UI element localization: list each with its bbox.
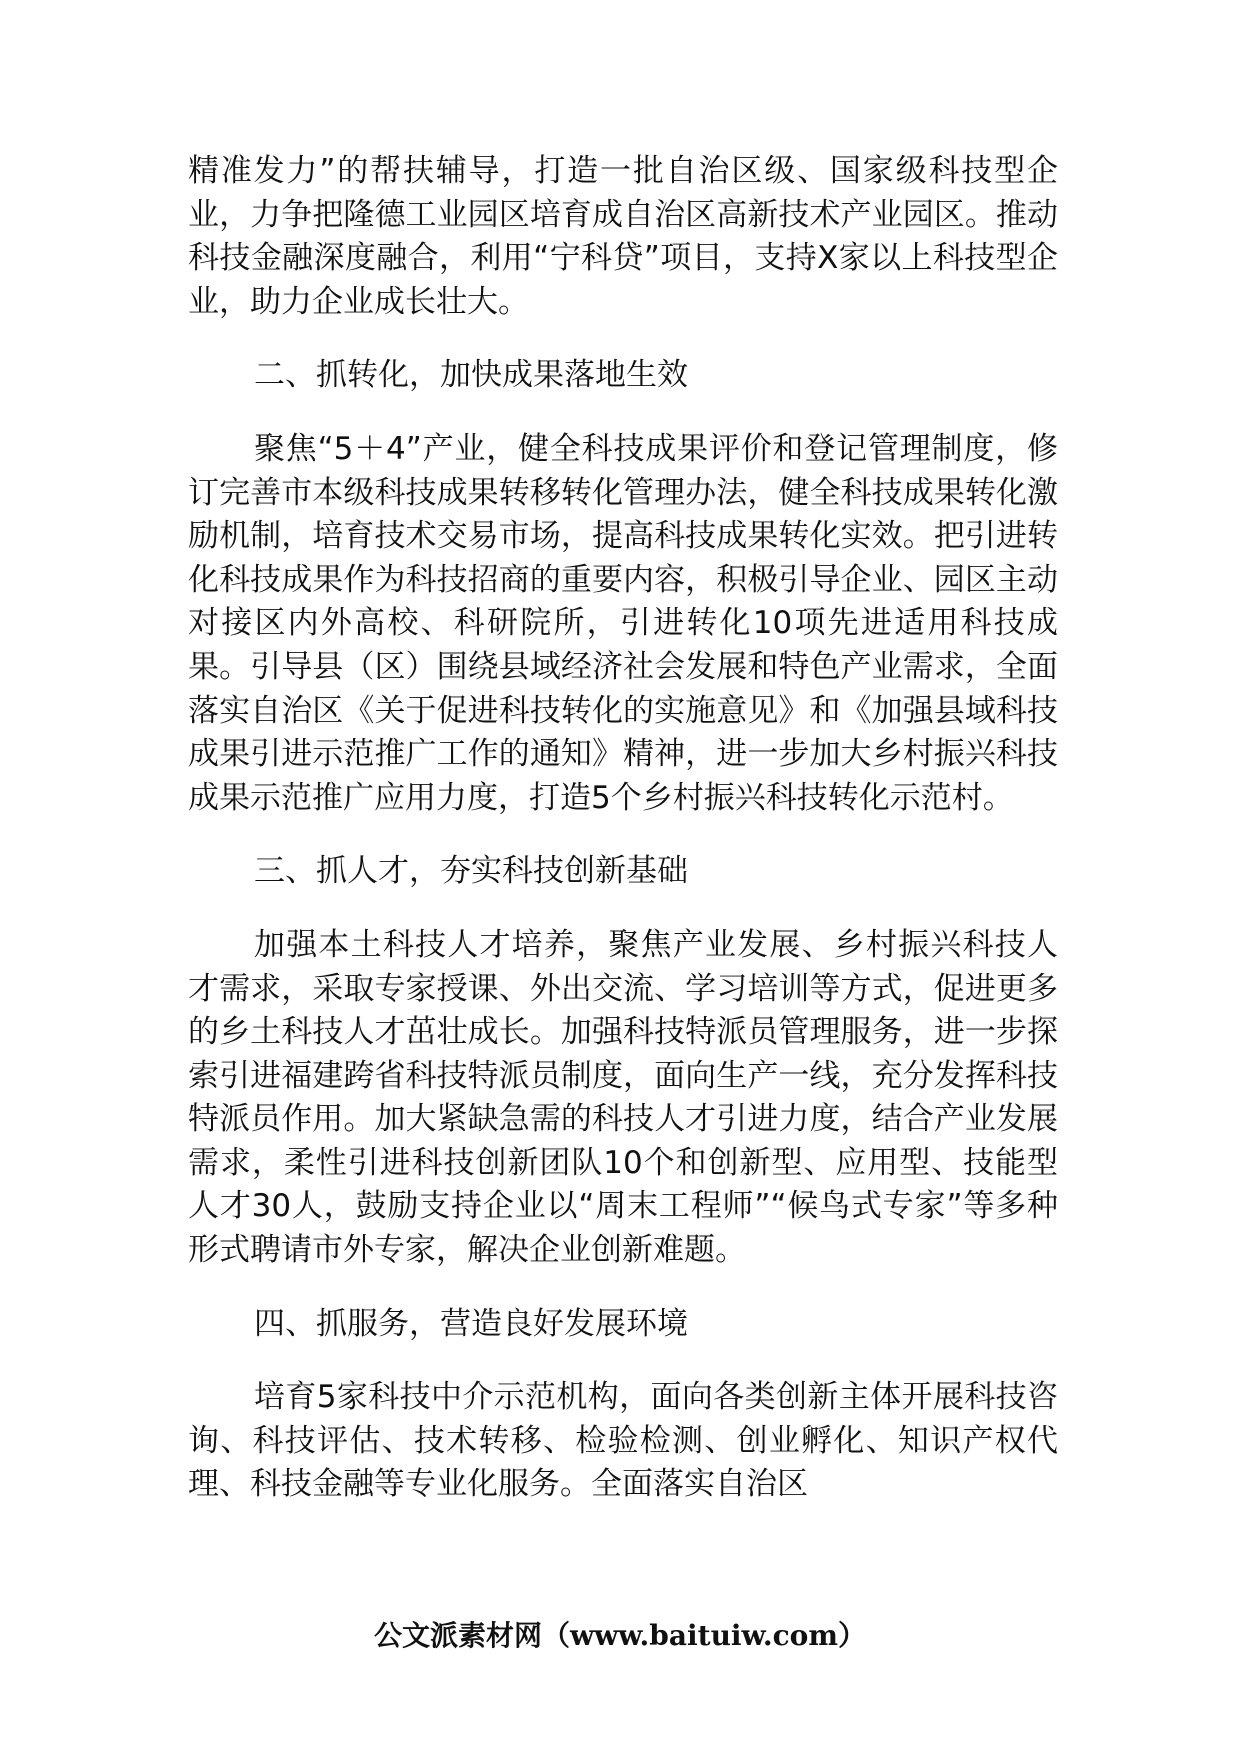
section-heading-2: 二、抓转化，加快成果落地生效 [254,357,688,394]
paragraph-talent: 加强本土科技人才培养，聚焦产业发展、乡村振兴科技人才需求，采取专家授课、外出交流、学习培训等方式，促进更多的乡土科技人才茁壮成长。加强科技特派员管理服务，进一步探索引进福建跨省科技特派员制度，面向生产一线，充分发挥科技特派员作用。加大紧缺急需的科技人才引进力度，结合产业发展需求，柔性引进科技创新团队10个和创新型、应用型、技能型人才30人，鼓励支持企业以“周末工程师”“候鸟式专家”等多种形式聘请市外专家，解决企业创新难题。 [188,926,1058,1269]
paragraph-continuation: 精准发力”的帮扶辅导，打造一批自治区级、国家级科技型企业，力争把隆德工业园区培育成自治区高新技术产业园区。推动科技金融深度融合，利用“宁科贷”项目，支持X家以上科技型企业，助力企业成长壮大。 [188,153,1058,320]
paragraph-transformation: 聚焦“5＋4”产业，健全科技成果评价和登记管理制度，修订完善市本级科技成果转移转化管理办法，健全科技成果转化激励机制，培育技术交易市场，提高科技成果转化实效。把引进转化科技成果作为科技招商的重要内容，积极引导企业、园区主动对接区内外高校、科研院所，引进转化10项先进适用科技成果。引导县（区）围绕县域经济社会发展和特色产业需求，全面落实自治区《关于促进科技转化的实施意见》和《加强县域科技成果引进示范推广工作的通知》精神，进一步加大乡村振兴科技成果示范推广应用力度，打造5个乡村振兴科技转化示范村。 [188,430,1058,816]
section-heading-4: 四、抓服务，营造良好发展环境 [254,1305,688,1342]
section-heading-3: 三、抓人才，夯实科技创新基础 [254,853,688,890]
page-footer-watermark: 公文派素材网（www.baituiw.com） [374,1619,866,1652]
document-body [188,150,1058,1537]
paragraph-service: 培育5家科技中介示范机构，面向各类创新主体开展科技咨询、科技评估、技术转移、检验检测、创业孵化、知识产权代理、科技金融等专业化服务。全面落实自治区 [188,1379,1058,1503]
